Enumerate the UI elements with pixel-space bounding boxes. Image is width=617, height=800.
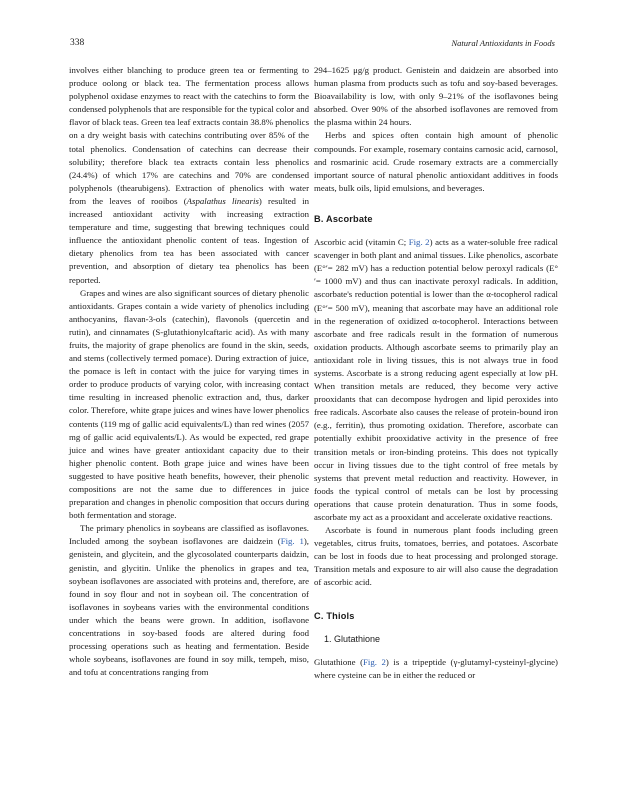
- paragraph-ascorbate: [314, 236, 558, 524]
- paragraph-isoflavone-absorption: 294–1625 μg/g product. Genistein and daidzein are absorbed into human plasma from products such as tofu and soy-based beverages. Bioavailability is low, with only 9–21% of the isoflavones being absorbed. Over 90% of the absorbed isoflavones are removed from the plasma within 24 hours.: [314, 65, 558, 128]
- text-run: ), genistein, and glycitein, and the glycosolated counterparts daidzin, genistin, and glycitin. Unlike the phenolics in grapes and tea, soybean isoflavones are associated with proteins and, therefore, are found in soy flour and not in soybean oil. The concentration of isoflavones in soybeans varies with the environmental conditions under which the beans were grown. In addition, isoflavone concentrations in soy-based foods are altered during food processing operations such as heating and fermentation. Beside whole soybeans, isoflavones are found in soy milk, tempeh, miso, and tofu at concentrations ranging from: [69, 536, 309, 678]
- paragraph-grapes: Grapes and wines are also significant sources of dietary phenolic antioxidants. Grapes contain a wide variety of phenolics including anthocyanins, flavan-3-ols (catechin), flavonols (quercetin and rutin), and cinnamates (S-glutathionylcaftaric acid). As with many fruits, the majority of grape phenolics are found in the skin, seeds, and stems (collectively termed pomace). During extraction of juice, the pomace is left in contact with the juice for varying times in order to produce products of varying color, with increasing contact time resulting in increased phenolic extraction and, thus, darker color. Therefore, white grape juices and wines have lower phenolics contents (119 mg of gallic acid equivalents/L) than red wines (2057 mg of gallic acid equivalents/L). As would be expected, red grape juice and wines have greater antioxidant capacity due to their higher phenolic content. Both grape juice and wines have been suggested to have positive heath benefits, however, their phenolic compositions are not the same due to differences in juice preparation and changes in phenolic composition that occurs during both fermentation and storage.: [69, 287, 309, 521]
- paragraph-herbs-spices: Herbs and spices often contain high amount of phenolic compounds. For example, rosemary contains carnosic acid, carnosol, and rosmarinic acid. Crude rosemary extracts are a commercially important source of natural phenolic antioxidant additives in foods meats, bulk oils, lipid emulsions, and beverages.: [314, 130, 558, 193]
- paragraph-glutathione: [314, 656, 558, 682]
- right-column: [314, 64, 558, 682]
- running-head: Natural Antioxidants in Foods: [451, 38, 555, 48]
- text-run: Ascorbic acid (vitamin C;: [314, 237, 409, 248]
- section-heading-ascorbate: B. Ascorbate: [314, 213, 373, 224]
- left-column: [69, 64, 309, 679]
- figure-2-link[interactable]: Fig. 2: [408, 237, 430, 248]
- subsection-heading-glutathione: 1. Glutathione: [324, 633, 381, 644]
- species-name: Aspalathus linearis: [186, 195, 259, 206]
- text-run: involves either blanching to produce green tea or fermenting to produce oolong or black tea. The fermentation process allows polyphenol oxidase enzymes to react with the catechins to form the condensed polyphenols that are responsible for the typical color and flavor of black teas. Green tea leaf extracts contain 38.8% phenolics on a dry weight basis with catechins contributing over 85% of the total phenolics. Condensation of catechins can decrease their solubility; therefore black tea extracts contain less phenolics (24.4%) of which 17% are catechins and 70% are condensed polyphenols (thearubigens). Extraction of phenolics with water from the leaves of rooibos (: [69, 65, 309, 206]
- paragraph-tea: [69, 64, 309, 287]
- text-run: Glutathione (: [314, 656, 364, 667]
- paragraph-ascorbate-sources: Ascorbate is found in numerous plant foods including green vegetables, citrus fruits, tomatoes, berries, and potatoes. Ascorbate can be lost in foods due to heat processing and prolonged storage. Transition metals and exposure to air will also cause the degradation of ascorbic acid.: [314, 525, 558, 588]
- text-run: ) is a tripeptide (γ-glutamyl-cysteinyl-glycine) where cysteine can be in either the reduced or: [314, 656, 558, 680]
- text-run: ) acts as a water-soluble free radical scavenger in both plant and animal tissues. Like phenolics, ascorbate (E°′= 282 mV) has a reduction potential below peroxyl radicals (E°′= 1000 mV) and thus can inactivate peroxyl radicals. In addition, ascorbate's reduction potential is lower than the α-tocopherol radical (E°′= 500 mV), meaning that ascorbate may have an additional role in the regeneration of oxidized α-tocopherol. Interactions between ascorbate and free radicals result in the formation of numerous oxidation products. Although ascorbate seems to primarily play an antioxidant role in living tissues, this is not always true in food systems. Ascorbate is a strong reducing agent especially at low pH. When transition metals are reduced, they become very active prooxidants that can decompose hydrogen and lipid peroxides into free radicals. Ascorbate also causes the release of protein-bound iron (e.g., ferritin), thus promoting oxidation. Therefore, ascorbate can potentially exhibit prooxidative activity in the presence of free transition metals or iron-binding proteins. This does not typically occur in living tissues due to the tight control of free metals by systems that prevent metal reduction and reactivity. However, in foods the typical control of metals can be lost by processing operations that cause protein denaturation. Thus in some foods, ascorbate my act as a prooxidant and accelerate oxidative reactions.: [314, 237, 558, 522]
- text-run: The primary phenolics in soybeans are classified as isoflavones. Included among the soybean isoflavones are daidzein (: [69, 523, 309, 547]
- page-number: 338: [70, 38, 85, 48]
- figure-1-link[interactable]: Fig. 1: [280, 536, 304, 547]
- text-run: ) resulted in increased antioxidant activity with increasing extraction temperature and time, suggesting that brewing techniques could influence the antioxidant phenolic content of teas. Ingestion of dietary phenolics from tea has been associated with cancer prevention, and absorption of dietary tea phenolics has been reported.: [69, 195, 309, 285]
- paragraph-soybeans: [69, 522, 309, 679]
- figure-2-link[interactable]: Fig. 2: [363, 656, 386, 667]
- section-heading-thiols: C. Thiols: [314, 610, 355, 621]
